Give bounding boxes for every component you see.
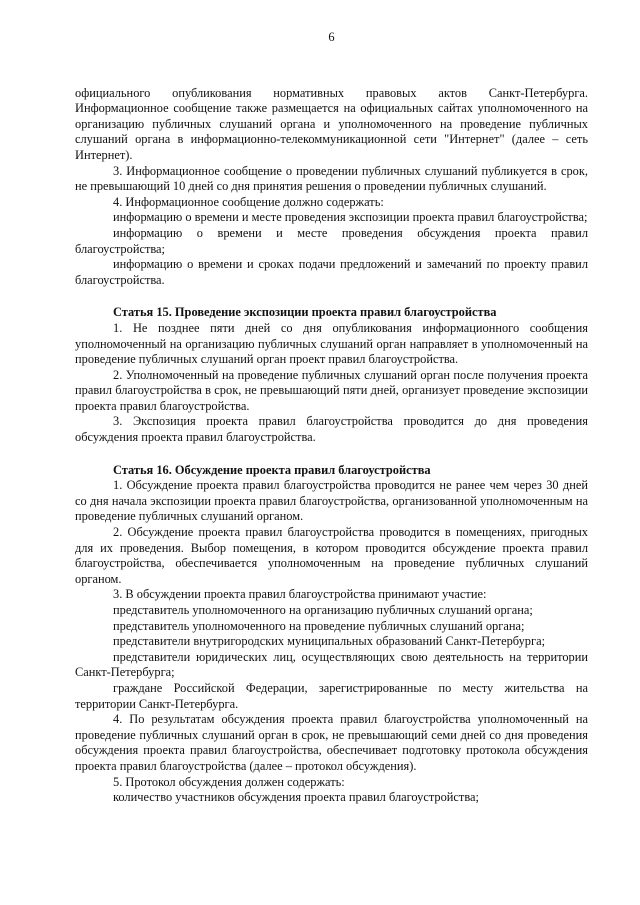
paragraph: количество участников обсуждения проекта правил благоустройства; — [113, 790, 479, 805]
paragraph: официального опубликования нормативных правовых актов Санкт-Петербурга. Информационное сообщение также размещается на официальных сайтах уполномоченного на организацию публичных слушаний органа и уполномоченного на проведение публичных слушаний органа в информационно-телекоммуникационной сети "Интернет" (далее – сеть Интернет). — [75, 85, 588, 162]
paragraph: 3. В обсуждении проекта правил благоустройства принимают участие: — [113, 587, 487, 602]
paragraph: представители внутригородских муниципальных образований Санкт-Петербурга; — [113, 634, 546, 649]
paragraph: 4. Информационное сообщение должно содержать: — [113, 194, 384, 209]
paragraph: 1. Обсуждение проекта правил благоустройства проводится не ранее чем через 30 дней со дня начала экспозиции проекта правил благоустройства, организованной уполномоченным на проведение публичных слушаний органом. — [75, 478, 588, 524]
paragraph: 1. Не позднее пяти дней со дня опубликования информационного сообщения уполномоченный на организацию публичных слушаний орган направляет в уполномоченный на проведение публичных слушаний орган проект правил благоустройства. — [75, 320, 588, 367]
paragraph: 3. Информационное сообщение о проведении публичных слушаний публикуется в срок, не превышающий 10 дней со дня принятия решения о проведении публичных слушаний. — [75, 163, 588, 194]
paragraph: 3. Экспозиция проекта правил благоустройства проводится до дня проведения обсуждения проекта правил благоустройства. — [75, 414, 588, 445]
paragraph: 2. Уполномоченный на проведение публичных слушаний орган после получения проекта правил благоустройства в срок, не превышающий пяти дней, организует проведение экспозиции проекта правил благоустройства. — [75, 367, 588, 413]
article-15-heading: Статья 15. Проведение экспозиции проекта правил благоустройства — [113, 305, 497, 320]
article-16-heading: Статья 16. Обсуждение проекта правил благоустройства — [113, 462, 431, 477]
paragraph: представитель уполномоченного на проведение публичных слушаний органа; — [113, 618, 525, 633]
section-gap — [75, 288, 588, 305]
document-page — [75, 30, 588, 806]
page-number: 6 — [328, 30, 335, 44]
paragraph: представитель уполномоченного на организацию публичных слушаний органа; — [113, 603, 533, 617]
paragraph: 5. Протокол обсуждения должен содержать: — [113, 774, 345, 789]
section-gap — [75, 446, 588, 463]
paragraph: граждане Российской Федерации, зарегистрированные по месту жительства на территории Санкт-Петербурга. — [75, 680, 588, 711]
paragraph: информацию о времени и месте проведения экспозиции проекта правил благоустройства; — [113, 210, 588, 225]
paragraph: 4. По результатам обсуждения проекта правил благоустройства уполномоченный на проведение публичных слушаний орган в срок, не превышающий семи дней со дня проведения обсуждения проекта правил благоустройства, обеспечивает подготовку протокола обсуждения проекта правил благоустройства (далее – протокол обсуждения). — [75, 712, 588, 773]
paragraph: 2. Обсуждение проекта правил благоустройства проводится в помещениях, пригодных для их проведения. Выбор помещения, в котором проводится обсуждение проекта правил благоустройства, обеспечивается уполномоченным на проведение публичных слушаний органом. — [75, 525, 588, 586]
paragraph: информацию о времени и месте проведения обсуждения проекта правил благоустройства; — [75, 225, 588, 256]
paragraph: представители юридических лиц, осуществляющих свою деятельность на территории Санкт-Петербурга; — [75, 649, 588, 680]
paragraph: информацию о времени и сроках подачи предложений и замечаний по проекту правил благоустройства. — [75, 257, 588, 287]
